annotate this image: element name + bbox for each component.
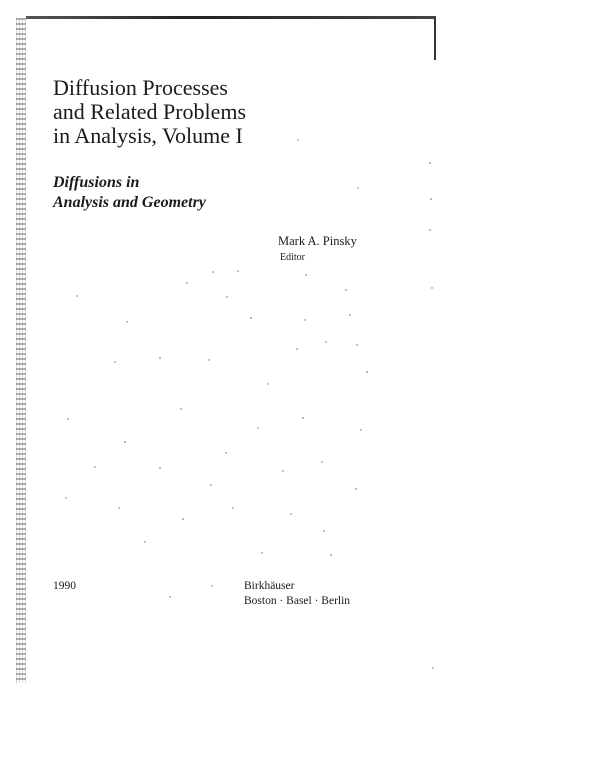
publisher-block: [244, 579, 350, 609]
publication-year: 1990: [53, 580, 76, 592]
book-title-line-3: in Analysis, Volume I: [53, 123, 243, 148]
book-title: [53, 76, 393, 148]
book-subtitle: [53, 173, 353, 213]
publisher-cities: Boston · Basel · Berlin: [244, 595, 351, 607]
publisher-name: Birkhäuser: [244, 580, 295, 592]
book-subtitle-line-2: Analysis and Geometry: [53, 194, 206, 211]
book-title-line-1: Diffusion Processes: [53, 75, 228, 100]
book-subtitle-line-1: Diffusions in: [53, 174, 140, 191]
editor-name: Mark A. Pinsky: [278, 234, 357, 248]
editor-role: Editor: [280, 252, 305, 263]
book-title-line-2: and Related Problems: [53, 99, 247, 124]
